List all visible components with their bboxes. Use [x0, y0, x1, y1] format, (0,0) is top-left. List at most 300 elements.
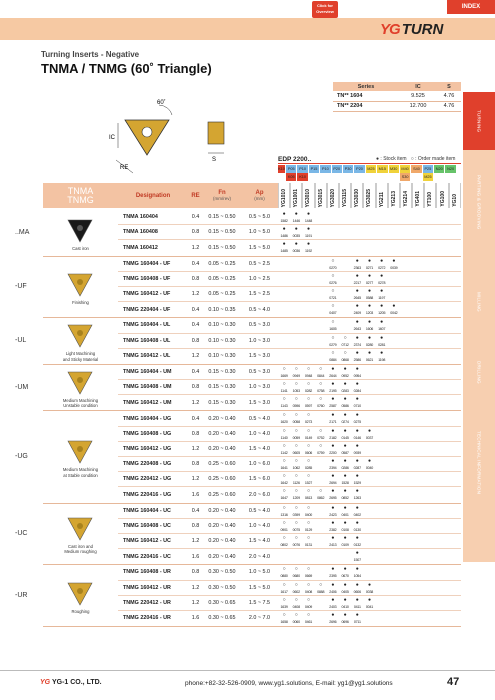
edp-number: 0109 [341, 542, 349, 547]
insert-image [65, 367, 95, 397]
fn-cell: 0.20 ~ 0.40 [208, 430, 236, 437]
edp-number: 1639 [280, 604, 288, 609]
designation-cell: TNMG 160412 - UL [123, 353, 171, 360]
table-row [118, 442, 461, 457]
iso-grade-band-1 [278, 165, 457, 173]
designation-cell: TNMG 160404 - UL [123, 322, 171, 329]
grade-availability-cell [278, 257, 461, 272]
order-made-mark: ○ [306, 534, 310, 541]
stock-item-mark: ● [367, 581, 371, 588]
grade-header [278, 183, 461, 208]
click-badge-line1: Click for [316, 3, 333, 8]
insert-application-caption: Cast iron [72, 245, 89, 251]
insert-image [65, 215, 95, 245]
edp-number: 0036 [292, 249, 300, 254]
fn-cell: 0.25 ~ 0.60 [208, 461, 236, 468]
re-cell: 0.8 [191, 275, 200, 282]
stock-item-mark: ● [355, 611, 359, 618]
order-made-mark: ○ [306, 566, 310, 573]
order-made-mark: ○ [294, 458, 298, 464]
order-made-mark: ○ [319, 488, 323, 495]
stock-item-mark: ● [380, 349, 384, 356]
stock-item-mark: ● [331, 488, 335, 495]
edp-number: 0405 [341, 589, 349, 594]
iso-grade-cell: P25 [423, 165, 434, 173]
edp-label: EDP 2200.. [278, 156, 312, 163]
edp-number: 2409 [353, 311, 361, 316]
grade-availability-cell [278, 472, 461, 487]
edp-number: 0287 [353, 466, 361, 470]
stock-item-mark: ● [355, 396, 359, 403]
designation-cell: TNMG 160408 - UR [123, 569, 171, 576]
grade-availability-cell [278, 225, 461, 240]
order-made-mark: ○ [331, 287, 335, 294]
stock-item-mark: ● [306, 226, 310, 233]
fn-cell: 0.15 ~ 0.50 [208, 214, 236, 221]
edp-number: 0108 [341, 527, 349, 532]
fn-cell: 0.15 ~ 0.30 [208, 399, 236, 406]
stock-item-mark: ● [343, 473, 347, 480]
edp-number: 0880 [280, 574, 288, 579]
edp-number: 0270 [329, 265, 337, 270]
grade-column-header: YG211 [376, 183, 388, 208]
order-made-mark: ○ [282, 504, 286, 511]
edp-number: 1141 [280, 389, 288, 394]
order-made-mark: ○ [294, 473, 298, 480]
s-label: S [212, 157, 217, 163]
grade-availability-cell [278, 611, 461, 626]
stock-item-mark: ● [343, 442, 347, 449]
re-cell: 0.8 [191, 522, 200, 529]
edp-number: 0711 [353, 619, 361, 624]
designation-cell: TNMA 160404 [123, 214, 158, 221]
edp-number: 0596 [292, 404, 300, 409]
edp-number: 1209 [292, 496, 300, 501]
edp-number: 0271 [365, 265, 374, 270]
edp-number: 0759 [317, 450, 325, 455]
designation-cell: TNMG 160408 - UM [123, 384, 172, 391]
designation-cell: TNMG 220408 - UG [123, 461, 172, 468]
stock-item-mark: ● [355, 581, 359, 588]
side-tab-turning[interactable]: TURNING [463, 92, 495, 150]
stock-item-mark: ● [392, 303, 396, 310]
designation-cell: TNMG 220416 - UR [123, 615, 171, 622]
edp-number: 0954 [353, 373, 361, 378]
edp-number: 0868 [341, 357, 349, 362]
insert-image [65, 320, 95, 350]
table-row [118, 318, 461, 333]
insert-application-caption: Light Machining and Sticky Material [62, 351, 99, 362]
edp-number: 0284 [353, 389, 361, 394]
ap-cell: 1.5 ~ 6.0 [248, 476, 271, 483]
edp-number: 0721 [329, 295, 337, 300]
order-made-mark: ○ [306, 427, 310, 434]
re-cell: 1.2 [191, 599, 200, 606]
edp-number: 1606 [365, 327, 374, 332]
stock-item-mark: ● [331, 381, 335, 388]
fn-cell: 0.05 ~ 0.25 [208, 291, 236, 298]
ic-label: IC [109, 135, 115, 141]
edp-number: 0402 [353, 512, 361, 517]
chipbreaker-label: -UG [15, 453, 28, 461]
iso-grade-cell [366, 173, 377, 181]
edp-number: 0040 [365, 466, 374, 470]
edp-number: 1140 [280, 435, 288, 440]
order-made-mark: ○ [331, 257, 335, 264]
grade-availability-cell [278, 302, 461, 317]
edp-number: 0060 [292, 619, 300, 624]
side-tab-technical-information[interactable]: TECHNICAL INFORMATION [476, 430, 482, 495]
ap-cell: 1.0 ~ 4.0 [248, 522, 271, 529]
iso-grade-cell: M25 [366, 165, 377, 173]
edp-number: 1658 [280, 619, 288, 624]
designation-cell: TNMA 160412 [123, 244, 158, 251]
re-cell: 0.8 [191, 430, 200, 437]
edp-number: 0758 [317, 389, 325, 394]
stock-item-mark: ● [343, 534, 347, 541]
order-made-mark: ○ [306, 596, 310, 603]
fn-cell: 0.20 ~ 0.40 [208, 507, 236, 514]
iso-grade-cell [343, 173, 354, 181]
edp-number: 0862 [317, 496, 325, 501]
stock-item-mark: ● [355, 427, 359, 434]
iso-grade-cell: M15 [377, 165, 388, 173]
iso-grade-cell: M30 [389, 165, 400, 173]
grade-availability-cell [278, 395, 461, 410]
iso-grade-cell: P20 [332, 165, 343, 173]
brand-turn: TURN [401, 20, 444, 38]
stock-item-mark: ● [331, 365, 335, 372]
table-row [118, 302, 461, 317]
edp-number: 0039 [390, 265, 398, 270]
edp-number: 2423 [329, 512, 337, 517]
stock-item-mark: ● [343, 519, 347, 526]
edp-number: 2644 [329, 373, 337, 378]
ap-cell: 1.5 ~ 2.5 [248, 291, 271, 298]
stock-item-mark: ● [331, 427, 335, 434]
edp-number: 0038 [365, 589, 374, 594]
stock-item-mark: ● [355, 319, 359, 326]
grade-availability-cell [278, 272, 461, 287]
click-for-overview-button[interactable] [312, 1, 338, 18]
ap-cell: 1.5 ~ 4.0 [248, 445, 271, 452]
insert-group [15, 210, 461, 257]
ap-cell: 1.5 ~ 4.0 [248, 538, 271, 545]
edp-number: 0949 [292, 373, 300, 378]
iso-grade-cell: P10 [320, 165, 331, 173]
re-cell: 0.4 [191, 415, 200, 422]
side-tab-parting-grooving[interactable]: PARTING & GROOVING [476, 174, 482, 230]
stock-item-mark: ● [355, 349, 359, 356]
edp-number: 0285 [304, 466, 313, 470]
iso-grade-cell [434, 173, 445, 181]
edp-number: 0130 [353, 527, 361, 532]
ap-header: Ap (mm) [254, 190, 265, 201]
ap-cell: 0.5 ~ 5.0 [248, 214, 271, 221]
designation-cell: TNMG 160408 - UG [123, 430, 172, 437]
ap-cell: 0.5 ~ 4.0 [248, 507, 271, 514]
iso-grade-cell: P30 [343, 165, 354, 173]
ap-cell: 1.0 ~ 3.0 [248, 337, 271, 344]
edp-number: 1527 [304, 481, 313, 486]
fn-cell: 0.20 ~ 0.40 [208, 522, 236, 529]
chipbreaker-label: -UF [15, 282, 27, 290]
stock-item-mark: ● [355, 488, 359, 495]
chipbreaker-label: -UR [15, 591, 28, 599]
order-made-mark: ○ [282, 488, 286, 495]
edp-number: 2643 [353, 327, 361, 332]
table-header [43, 183, 278, 208]
stock-item-mark: ● [343, 504, 347, 511]
edp-number: 2171 [329, 420, 337, 425]
table-row [118, 457, 461, 472]
re-cell: 1.6 [191, 491, 200, 498]
edp-number: 0280 [365, 342, 374, 347]
designation-cell: TNMG 160404 - UF [123, 260, 171, 267]
fn-cell: 0.15 ~ 0.50 [208, 244, 236, 251]
insert-image [65, 578, 95, 608]
stock-item-mark: ● [294, 241, 298, 248]
stock-item-mark: ● [343, 396, 347, 403]
re-cell: 1.2 [191, 538, 200, 545]
edp-number: 1617 [280, 589, 288, 594]
ap-cell: 2.0 ~ 4.0 [248, 553, 271, 560]
grade-availability-cell [278, 565, 461, 580]
re-cell: 0.8 [191, 569, 200, 576]
order-made-mark: ○ [282, 581, 286, 588]
insert-thumbnail-cell [43, 411, 118, 502]
index-tab[interactable]: INDEX [447, 0, 495, 14]
stock-item-mark: ● [355, 365, 359, 372]
grade-column-header: YG3015 [315, 183, 327, 208]
ap-cell: 0.5 ~ 2.5 [248, 260, 271, 267]
edp-number: 1647 [280, 496, 288, 501]
edp-number: 0844 [317, 373, 325, 378]
re-cell: 0.8 [191, 384, 200, 391]
edp-number: 1669 [280, 373, 288, 378]
ap-cell: 1.0 ~ 5.0 [248, 229, 271, 236]
edp-rule [278, 163, 461, 164]
re-cell: 1.2 [191, 399, 200, 406]
insert-application-caption: Medium Machining at Stable condition [62, 467, 99, 478]
re-cell: 0.8 [191, 337, 200, 344]
stock-item-mark: ● [282, 226, 286, 233]
edp-number: 0409 [304, 604, 313, 609]
insert-application-caption: Finishing [72, 299, 89, 305]
side-tab-milling[interactable]: MILLING [476, 292, 482, 312]
order-made-mark: ○ [331, 334, 335, 341]
table-row [118, 257, 461, 272]
iso-grade-cell: K10 [278, 167, 285, 171]
iso-grade-cell: P20 [354, 165, 365, 173]
edp-number: 2586 [353, 357, 361, 362]
edp-number: 0282 [304, 389, 313, 394]
stock-item-mark: ● [355, 596, 359, 603]
iso-grade-cell: M40 [400, 165, 411, 173]
designation-cell: TNMA 160408 [123, 229, 158, 236]
series-row: TN** 2204 12.700 4.76 [333, 101, 461, 111]
chipbreaker-label: ..MA [15, 228, 30, 236]
edp-number: 0852 [341, 496, 349, 501]
order-made-mark: ○ [319, 365, 323, 372]
ap-cell: 1.0 ~ 3.0 [248, 384, 271, 391]
edp-number: 0411 [353, 604, 361, 609]
stock-item-mark: ● [355, 303, 359, 310]
edp-number: 0279 [329, 342, 337, 347]
insert-thumbnail-cell [43, 365, 118, 411]
grade-availability-cell [278, 442, 461, 457]
designation-header: Designation [135, 192, 171, 199]
fn-cell: 0.15 ~ 0.50 [208, 229, 236, 236]
stock-item-mark: ● [343, 412, 347, 419]
insert-thumbnail-cell [43, 318, 118, 364]
table-row [118, 534, 461, 549]
order-made-mark: ○ [282, 519, 286, 526]
brand-logo [380, 20, 443, 38]
edp-number: 0602 [292, 589, 300, 594]
re-cell: 1.2 [191, 353, 200, 360]
edp-number: 1641 [280, 466, 288, 470]
stock-item-mark: ● [343, 365, 347, 372]
edp-number: 2587 [329, 404, 337, 409]
stock-item-mark: ● [380, 319, 384, 326]
edp-number: 0276 [329, 280, 337, 285]
fn-header: Fn (mm/rev) [213, 190, 231, 201]
stock-item-mark: ● [367, 303, 371, 310]
order-made-mark: ○ [343, 334, 347, 341]
edp-number: 0281 [378, 342, 386, 347]
edp-number: 0149 [304, 435, 313, 440]
grade-column-header: YG3010 [302, 183, 314, 208]
order-made-mark: ○ [282, 458, 286, 464]
stock-item-mark: ● [306, 211, 310, 217]
edp-number: 1062 [292, 466, 300, 470]
edp-number: 1192 [305, 249, 312, 254]
edp-number: 1143 [280, 404, 288, 409]
grade-availability-cell [278, 581, 461, 596]
side-tab-drilling[interactable]: DRILLING [476, 360, 482, 384]
table-row [118, 411, 461, 426]
edp-number: 0146 [353, 435, 361, 440]
stock-item-mark: ● [392, 257, 396, 264]
edp-number: 0407 [329, 311, 337, 316]
edp-number: 2645 [353, 295, 361, 300]
stock-item-mark: ● [367, 272, 371, 279]
page-number: 47 [447, 676, 460, 688]
re-cell: 1.2 [191, 584, 200, 591]
edp-number: 0399 [292, 512, 300, 517]
footer-contact: phone:+82-32-526-0909, www.yg1.solutions, E-mail: yg1@yg1.solutions [185, 680, 393, 687]
edp-number: 1205 [378, 311, 386, 316]
stock-item-mark: ● [355, 412, 359, 419]
insert-group [15, 411, 461, 503]
ap-cell: 1.5 ~ 5.0 [248, 584, 271, 591]
edp-number: 0901 [280, 527, 288, 532]
grade-availability-cell [278, 519, 461, 534]
ap-cell: 1.0 ~ 2.5 [248, 275, 271, 282]
edp-number: 2195 [329, 389, 337, 394]
series-row: TN** 1604 9.525 4.76 [333, 91, 461, 101]
fn-cell: 0.10 ~ 0.30 [208, 353, 236, 360]
fn-cell: 0.25 ~ 0.60 [208, 476, 236, 483]
fn-cell: 0.10 ~ 0.30 [208, 337, 236, 344]
edp-number: 0076 [292, 542, 300, 547]
edp-number: 1448 [304, 219, 313, 223]
insert-thumbnail-cell [43, 565, 118, 626]
designation-cell: TNMG 160412 - UR [123, 584, 171, 591]
stock-item-mark: ● [355, 442, 359, 449]
edp-number: 0587 [341, 450, 349, 455]
edp-number: 0884 [329, 357, 337, 362]
order-made-mark: ○ [294, 534, 298, 541]
order-made-mark: ○ [306, 365, 310, 372]
edp-number: 0461 [304, 619, 313, 624]
grade-availability-cell [278, 549, 461, 564]
fn-cell: 0.30 ~ 0.50 [208, 569, 236, 576]
order-made-mark: ○ [306, 488, 310, 495]
edp-number: 0605 [292, 450, 300, 455]
stock-item-mark: ● [355, 534, 359, 541]
edp-number: 0696 [341, 619, 349, 624]
re-cell: 1.2 [191, 445, 200, 452]
edp-number: 1486 [280, 234, 288, 239]
grade-column-header: YG214 [400, 183, 412, 208]
edp-number: 0286 [341, 466, 349, 470]
stock-item-mark: ● [343, 381, 347, 388]
stock-item-mark: ● [343, 611, 347, 618]
table-row [118, 504, 461, 519]
stock-item-mark: ● [343, 581, 347, 588]
insert-table [15, 210, 461, 627]
edp-number: 1605 [329, 327, 337, 332]
iso-grade-cell [377, 173, 388, 181]
grade-availability-cell [278, 457, 461, 472]
stock-item-mark: ● [355, 458, 359, 464]
grade-availability-cell [278, 210, 461, 225]
ap-cell: 1.5 ~ 5.0 [248, 244, 271, 251]
insert-application-caption: Cast iron and Medium roughing [64, 543, 97, 555]
stock-item-mark: ● [282, 241, 286, 248]
grade-availability-cell [278, 504, 461, 519]
order-made-mark: ○ [331, 272, 335, 279]
fn-cell: 0.10 ~ 0.30 [208, 322, 236, 329]
table-row [118, 487, 461, 502]
edp-number: 0075 [292, 527, 300, 532]
re-cell: 1.2 [191, 291, 200, 298]
re-header: RE [191, 192, 200, 199]
stock-item-mark: ● [355, 287, 359, 294]
chipbreaker-label: -UM [15, 383, 29, 391]
order-made-mark: ○ [306, 458, 310, 464]
re-cell: 0.4 [191, 260, 200, 267]
order-made-mark: ○ [294, 504, 298, 511]
iso-grade-cell [445, 173, 456, 181]
page-subtitle: Turning Inserts - Negative [41, 50, 140, 59]
edp-number: 1054 [353, 574, 361, 579]
edp-number: 0401 [341, 512, 349, 517]
fn-cell: 0.05 ~ 0.25 [208, 275, 236, 282]
ap-cell: 1.5 ~ 7.5 [248, 599, 271, 606]
iso-grade-cell [332, 173, 343, 181]
page-title: TNMA / TNMG (60˚ Triangle) [41, 61, 212, 76]
edp-number: 0888 [317, 589, 325, 594]
brand-yg: YG [380, 20, 400, 38]
table-row [118, 596, 461, 611]
designation-cell: TNMG 220416 - UC [123, 553, 171, 560]
stock-item-mark: ● [294, 226, 298, 233]
re-cell: 1.2 [191, 244, 200, 251]
edp-number: 2413 [329, 542, 337, 547]
